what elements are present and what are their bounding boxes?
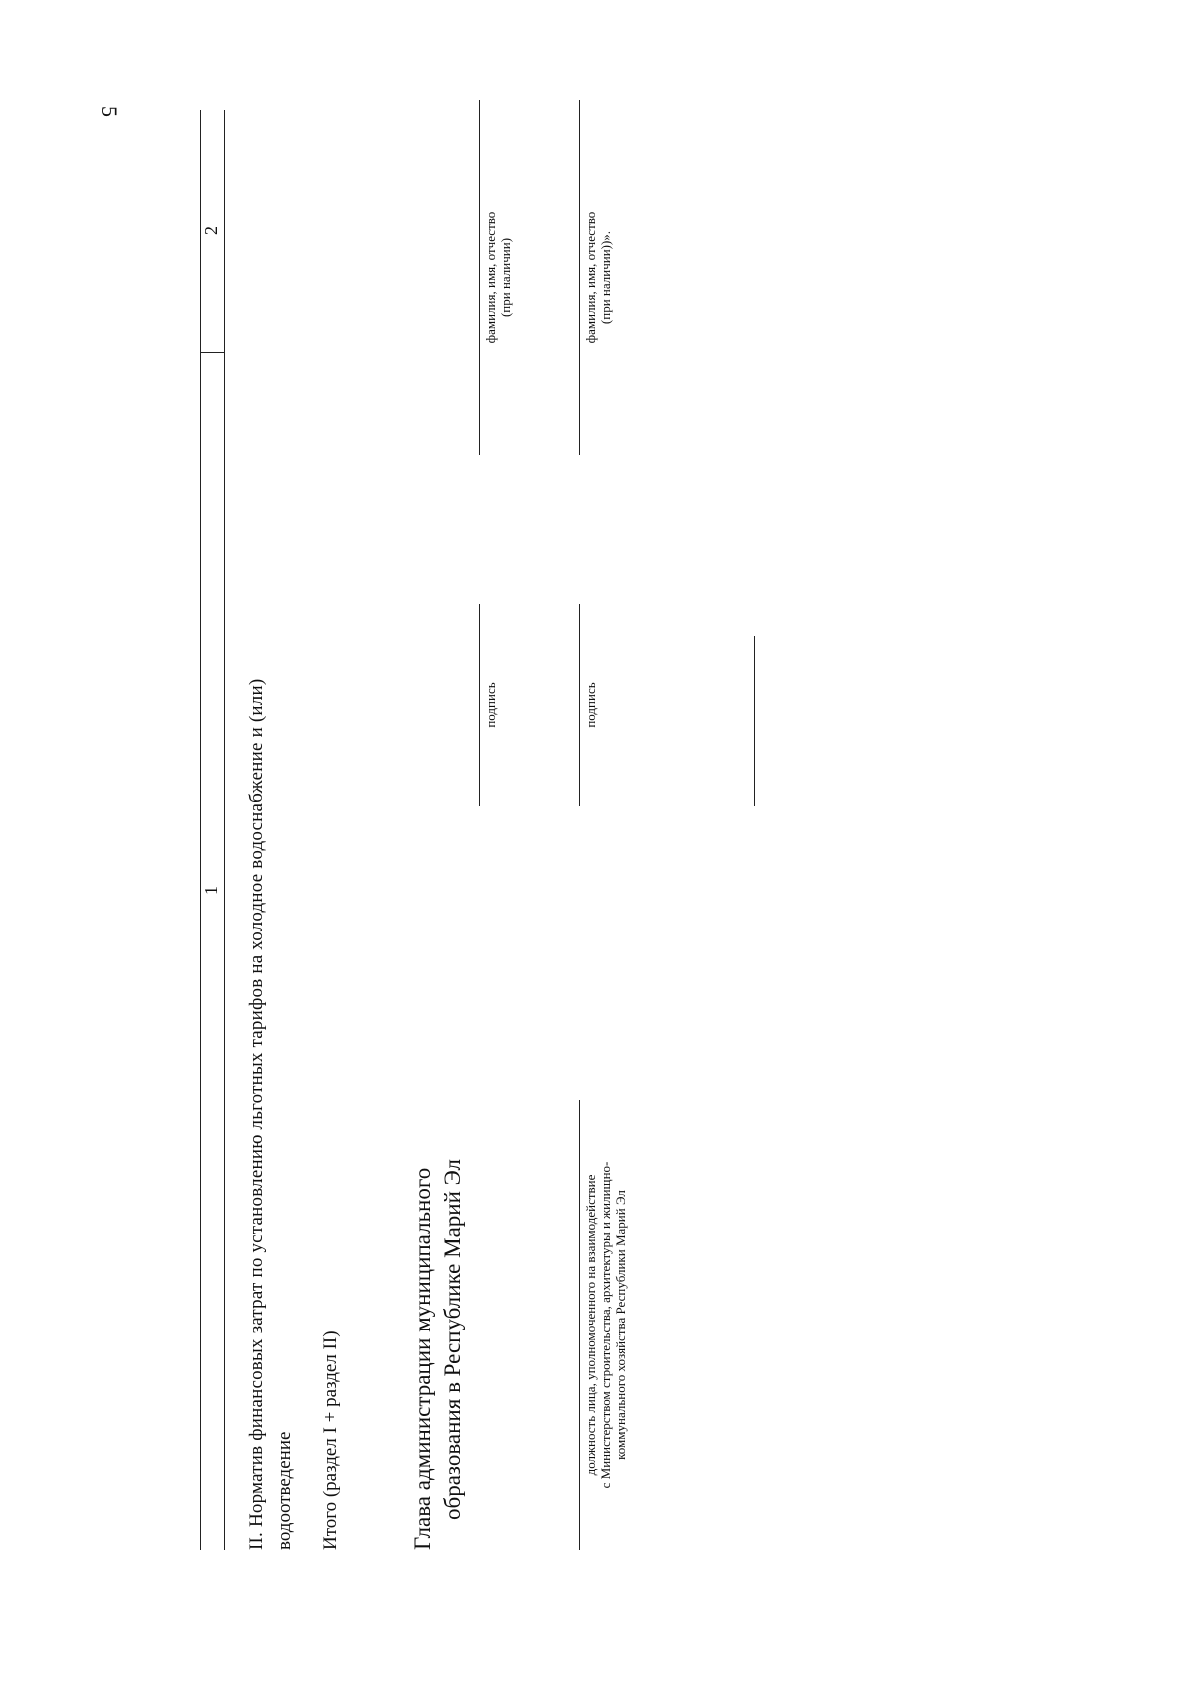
name-label-2-line1: фамилия, имя, отчество	[583, 211, 598, 344]
closing-line	[754, 636, 755, 806]
name-label-2-line2: (при наличии))».	[598, 230, 613, 325]
signature-line-1	[479, 604, 480, 806]
signature-line-2	[579, 604, 580, 806]
section2-line2: водоотведение	[274, 1431, 295, 1550]
head-title-line1: Глава администрации муниципального	[410, 1167, 435, 1550]
table-col1-header: 1	[201, 886, 221, 895]
signature-label-2: подпись	[583, 682, 598, 728]
name-label-1-line1: фамилия, имя, отчество	[483, 211, 498, 344]
official-label-line2: с Министерством строительства, архитектуры и жилищно-	[598, 1161, 613, 1489]
signature-label-1: подпись	[483, 682, 498, 728]
official-label-line3: коммунального хозяйства Республики Марий Эл	[613, 1190, 628, 1460]
section2-line1: II. Норматив финансовых затрат по установлению льготных тарифов на холодное водоснабжение и (или)	[246, 678, 267, 1550]
table-top-border	[200, 110, 201, 1550]
table-header-bottom-border	[224, 110, 225, 1550]
page-number: 5	[97, 106, 122, 117]
table-col2-header: 2	[201, 226, 221, 235]
table-column-divider	[200, 352, 224, 353]
name-label-1-line2: (при наличии)	[498, 237, 513, 318]
official-label-line1: должность лица, уполномоченного на взаимодействие	[583, 1174, 598, 1476]
name-line-2	[579, 100, 580, 455]
head-title-line2: образования в Республике Марий Эл	[440, 1158, 465, 1520]
total-label: Итого (раздел I + раздел II)	[320, 1330, 341, 1550]
official-position-line	[579, 1100, 580, 1550]
rotated-document-sheet	[200, 50, 1200, 1550]
name-line-1	[479, 100, 480, 455]
